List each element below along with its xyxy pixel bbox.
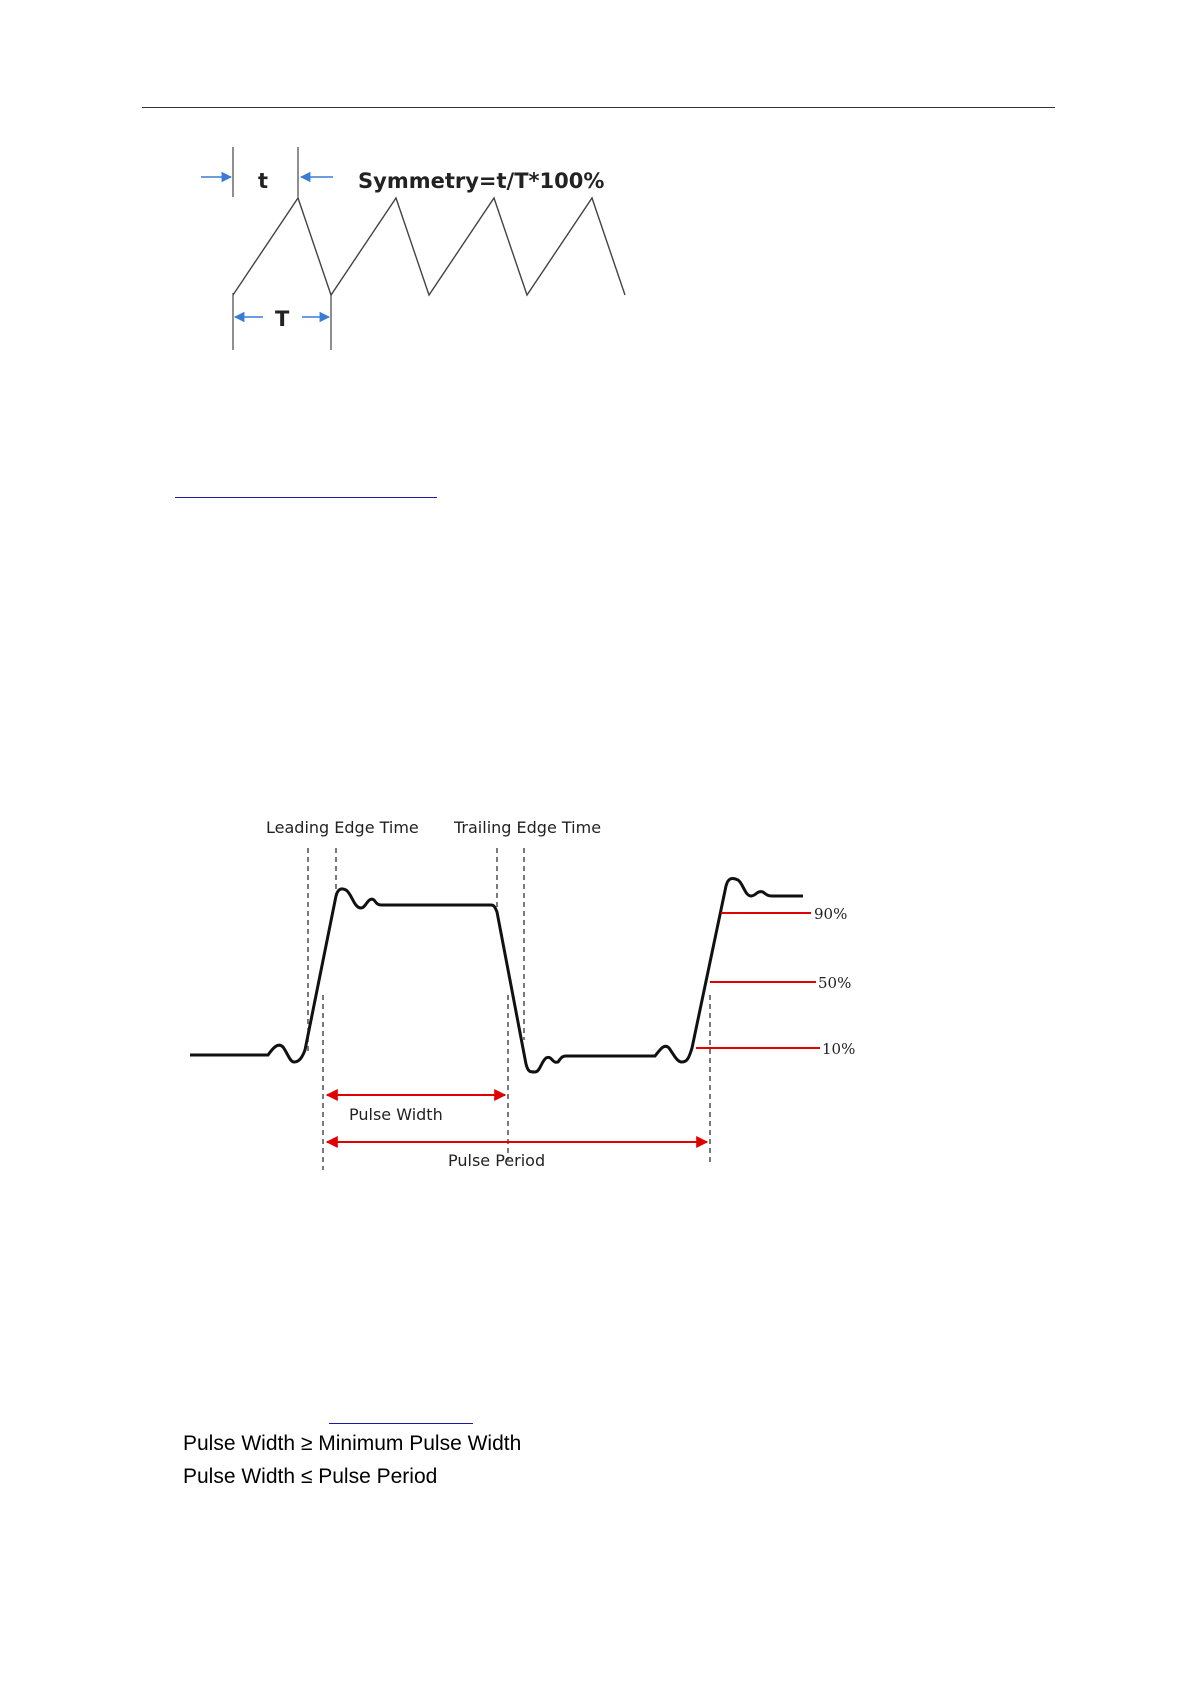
pulse-width-label: Pulse Width	[349, 1105, 443, 1124]
pulse-figure	[180, 810, 880, 1195]
rule-max-pulse-width: Pulse Width ≤ Pulse Period	[183, 1465, 438, 1488]
symmetry-figure	[185, 145, 635, 355]
rule-min-pulse-width: Pulse Width ≥ Minimum Pulse Width	[183, 1432, 522, 1455]
T-label: T	[275, 307, 290, 331]
pulse-period-label: Pulse Period	[448, 1151, 546, 1170]
pulse-waveform	[190, 878, 803, 1072]
trailing-edge-label: Trailing Edge Time	[454, 818, 602, 837]
level-90-label: 90%	[814, 905, 848, 923]
symmetry-formula: Symmetry=t/T*100%	[358, 169, 605, 193]
header-rule	[142, 107, 1055, 108]
hyperlink-underline-2[interactable]	[329, 1423, 473, 1424]
level-50-label: 50%	[818, 974, 852, 992]
leading-edge-label: Leading Edge Time	[266, 818, 419, 837]
hyperlink-underline[interactable]	[175, 497, 437, 498]
level-10-label: 10%	[822, 1040, 856, 1058]
ramp-waveform	[233, 198, 625, 295]
t-label: t	[258, 169, 269, 193]
